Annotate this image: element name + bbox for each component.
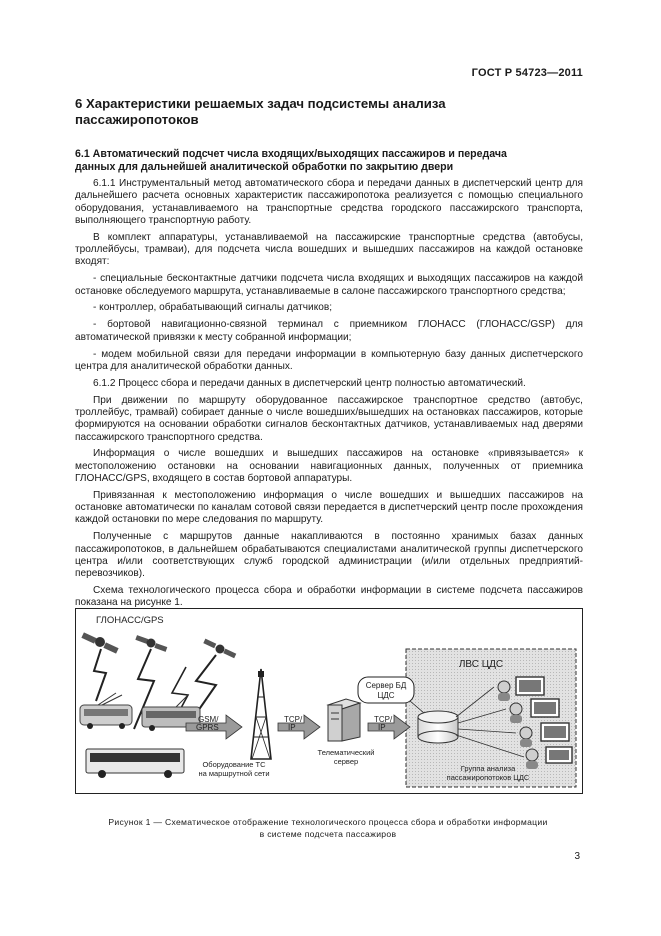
subsection-title — [75, 148, 583, 174]
paragraph: - специальные бесконтактные датчики подсчета числа входящих и выходящих пассажиров на каждой остановке обследуемого маршрута, устанавливаемые в салоне пассажирского транспортного средства; — [75, 273, 583, 297]
paragraph: - контроллер, обрабатывающий сигналы датчиков; — [93, 302, 333, 314]
glonass-label: ГЛОНАСС/GPS — [96, 615, 164, 626]
gsm-label: GSM/ — [198, 715, 219, 724]
lvs-label: ЛВС ЦДС — [458, 659, 504, 670]
paragraph: Привязанная к местоположению информация о числе вошедших и вышедших пассажиров на остановке автоматически по каналам сотовой связи передается в диспетчерский центр после прохождения каждой остановки по мере следования по маршруту. — [75, 489, 583, 526]
figure-diagram — [76, 609, 582, 793]
satellite-icon — [203, 639, 236, 659]
db-server-label: ЦДС — [377, 691, 395, 700]
database-icon — [418, 711, 458, 743]
paragraph: 6.1.2 Процесс сбора и передачи данных в диспетчерский центр полностью автоматический. — [93, 377, 526, 389]
figure-caption — [48, 816, 608, 840]
equipment-label: Оборудование ТС — [202, 760, 266, 769]
trolleybus-icon — [80, 693, 132, 729]
paragraph: При движении по маршруту оборудованное пассажирское транспортное средство (автобус, троллейбус, трамвай) собирает данные о числе вошедших/вышедших на остановках пассажиров, которые формируются на основании обработки сигналов бесконтактных датчиков, устанавливаемых над дверями пассажирского транспортного средства. — [75, 394, 583, 443]
telematic-label: Телематический — [317, 748, 375, 757]
equipment-label: на маршрутной сети — [198, 769, 270, 778]
standard-number: ГОСТ Р 54723—2011 — [471, 67, 583, 79]
caption-line: Рисунок 1 — Схематическое отображение технологического процесса сбора и обработки информации — [108, 817, 548, 827]
section-title — [75, 96, 583, 128]
tcp-label: IP — [378, 723, 386, 732]
paragraph: Схема технологического процесса сбора и обработки информации в системе подсчета пассажиров показана на рисунке 1. — [75, 585, 583, 609]
figure-1 — [75, 608, 583, 794]
radio-link — [94, 649, 106, 701]
paragraph: - бортовой навигационно-связной терминал с приемником ГЛОНАСС (ГЛОНАСС/GSP) для автоматической привязки к месту собранной информации; — [75, 319, 583, 343]
group-label: пассажиропотоков ЦДС — [446, 773, 530, 782]
gsm-label: GPRS — [196, 723, 219, 732]
paragraph: - модем мобильной связи для передачи информации в компьютерную базу данных диспетчерского центра для аналитической обработки данных. — [75, 348, 583, 372]
telematic-label: сервер — [333, 757, 359, 766]
subsection-title-line: 6.1 Автоматический подсчет числа входящих/выходящих пассажиров и передача — [75, 148, 507, 160]
main-content — [75, 96, 583, 614]
telematic-server-icon — [328, 699, 360, 741]
paragraph: 6.1.1 Инструментальный метод автоматического сбора и передачи данных в диспетчерский центр для дальнейшего расчета основных характеристик пассажиропотока реализуется с помощью специального оборудования, устанавливаемого на транспортные средства городского пассажирского транспорта, выполняющего транспортную работу. — [75, 178, 583, 226]
tcp-label: TCP/ — [284, 715, 303, 724]
paragraph: Информация о числе вошедших и вышедших пассажиров на остановке «привязывается» к местоположению остановки на основании навигационных данных, полученных от приемника ГЛОНАСС/GPS, входящего в состав бортовой аппаратуры. — [75, 448, 583, 484]
cell-tower-icon — [251, 669, 271, 759]
subsection-title-line: данных для дальнейшей аналитической обработки по закрытию двери — [75, 161, 454, 173]
section-title-line: пассажиропотоков — [75, 112, 199, 127]
section-title-line: 6 Характеристики решаемых задач подсистемы анализа — [75, 96, 446, 111]
tcp-label: TCP/ — [374, 715, 393, 724]
page-number: 3 — [574, 851, 580, 862]
tcp-label: IP — [288, 723, 296, 732]
db-server-label: Сервер БД — [365, 681, 407, 690]
paragraph: Полученные с маршрутов данные накапливаются в постоянно хранимых базах данных пассажиропотоков, в дальнейшем обрабатываются специалистами аналитической группы диспетчерского центра и/или соответствующих служб городской администрации (и/или отдельных предприятий-перевозчиков). — [75, 531, 583, 580]
caption-line: в системе подсчета пассажиров — [259, 829, 397, 839]
group-label: Группа анализа — [460, 764, 516, 773]
paragraph: В комплект аппаратуры, устанавливаемой на пассажирские транспортные средства (автобусы, троллейбусы, трамваи), для подсчета числа вошедших и вышедших пассажиров на каждой остановке входят: — [75, 231, 583, 268]
bus-icon — [86, 749, 184, 778]
